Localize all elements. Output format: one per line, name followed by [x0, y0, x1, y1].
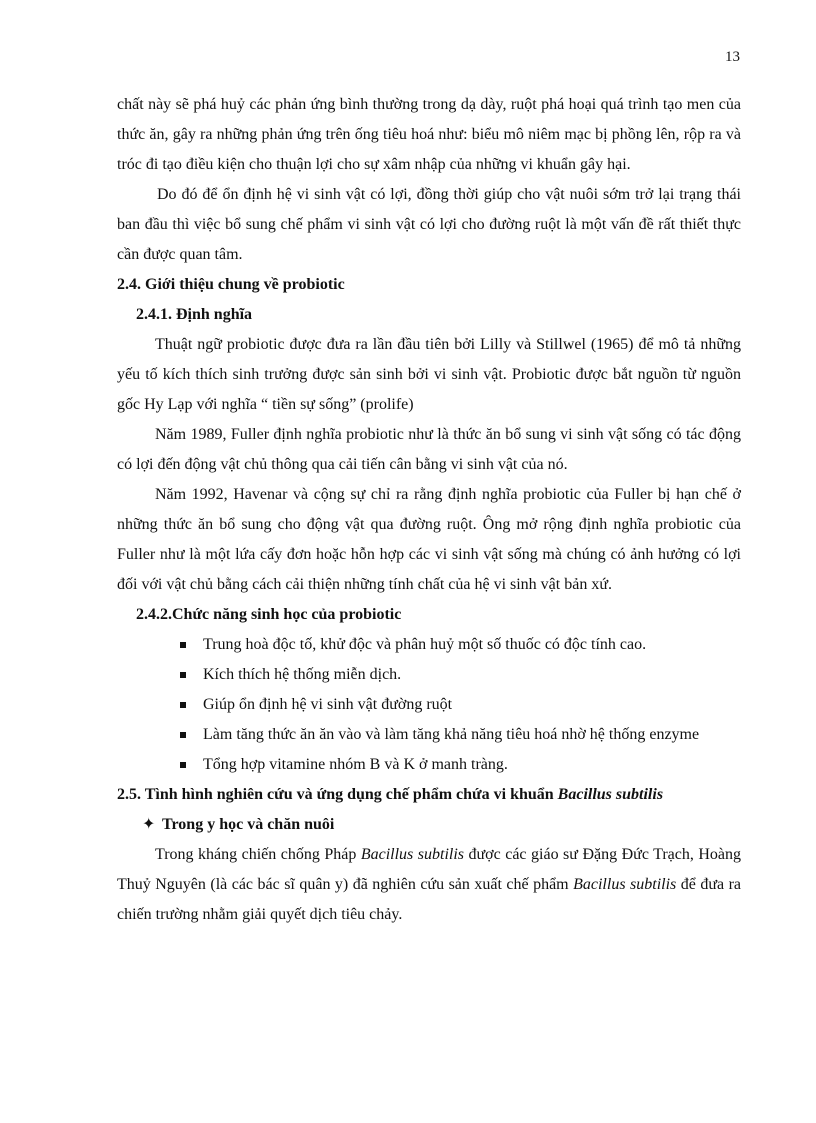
section-heading-species: Bacillus subtilis [557, 786, 664, 803]
list-item [117, 660, 741, 690]
paragraph: Thuật ngữ probiotic được đưa ra lần đầu tiên bởi Lilly và Stillwel (1965) để mô tả những yếu tố kích thích sinh trưởng được sản sinh bởi vi sinh vật. Probiotic được bắt nguồn từ nguồn gốc Hy Lạp với nghĩa “ tiền sự sống” (prolife) [117, 336, 741, 413]
species-name: Bacillus subtilis [360, 846, 465, 863]
list-item-text: Giúp ổn định hệ vi sinh vật đường ruột [203, 696, 453, 713]
section-heading-text: 2.5. Tình hình nghiên cứu và ứng dụng chế phẩm chứa vi khuẩn [117, 786, 558, 803]
list-item-text: Tổng hợp vitamine nhóm B và K ở manh tràng. [203, 756, 508, 773]
paragraph: Năm 1992, Havenar và cộng sự chỉ ra rằng định nghĩa probiotic của Fuller bị hạn chế ở những thức ăn bổ sung cho động vật qua đường ruột. Ông mở rộng định nghĩa probiotic của Fuller như là một lứa cấy đơn hoặc hỗn hợp các vi sinh vật sống mà chúng có ảnh hưởng có lợi đối với vật chủ bằng cách cải thiện những tính chất của hệ vi sinh vật bản xứ. [117, 486, 741, 593]
square-bullet-icon [180, 762, 186, 768]
function-list [117, 630, 741, 780]
subsection-heading-text: Trong y học và chăn nuôi [162, 816, 335, 833]
square-bullet-icon [180, 642, 186, 648]
paragraph-text: để đưa ra chiến trường nhằm giải quyết dịch tiêu chảy. [117, 876, 741, 923]
subsection-heading-2-4-1: 2.4.1. Định nghĩa [136, 306, 253, 323]
section-heading-2-4: 2.4. Giới thiệu chung về probiotic [117, 276, 345, 293]
paragraph: Do đó để ổn định hệ vi sinh vật có lợi, đồng thời giúp cho vật nuôi sớm trở lại trạng thái ban đầu thì việc bổ sung chế phẩm vi sinh vật có lợi cho đường ruột là một vấn đề rất thiết thực cần được quan tâm. [117, 186, 741, 263]
paragraph-text: Trong kháng chiến chống Pháp [155, 846, 361, 863]
list-item [117, 690, 741, 720]
species-name: Bacillus subtilis [573, 876, 677, 893]
four-point-star-icon: ✦ [142, 816, 156, 833]
subsection-heading-medicine [117, 810, 741, 840]
square-bullet-icon [180, 672, 186, 678]
paragraph-text: được các giáo sư Đặng Đức Trạch, Hoàng Thuỷ Nguyên (là các bác sĩ quân y) đã nghiên cứu sản xuất chế phẩm [117, 846, 742, 893]
list-item-text: Làm tăng thức ăn ăn vào và làm tăng khả năng tiêu hoá nhờ hệ thống enzyme [203, 726, 700, 743]
paragraph: Năm 1989, Fuller định nghĩa probiotic như là thức ăn bổ sung vi sinh vật sống có tác động có lợi đến động vật chủ thông qua cải tiến cân bằng vi sinh vật của nó. [117, 426, 741, 473]
document-body [117, 90, 741, 930]
section-heading-2-5 [117, 780, 741, 810]
page-number: 13 [725, 49, 740, 65]
list-item [117, 750, 741, 780]
square-bullet-icon [180, 732, 186, 738]
list-item [117, 630, 741, 660]
list-item-text: Trung hoà độc tố, khử độc và phân huỷ một số thuốc có độc tính cao. [203, 636, 647, 653]
list-item-text: Kích thích hệ thống miễn dịch. [203, 666, 402, 683]
paragraph: chất này sẽ phá huỷ các phản ứng bình thường trong dạ dày, ruột phá hoại quá trình tạo men của thức ăn, gây ra những phản ứng trên ống tiêu hoá như: biểu mô niêm mạc bị phồng lên, rộp ra và tróc đi tạo điều kiện cho thuận lợi cho sự xâm nhập của những vi khuẩn gây hại. [117, 96, 741, 173]
subsection-heading-2-4-2: 2.4.2.Chức năng sinh học của probiotic [136, 606, 402, 623]
square-bullet-icon [180, 702, 186, 708]
list-item [117, 720, 741, 750]
paragraph [117, 840, 741, 930]
